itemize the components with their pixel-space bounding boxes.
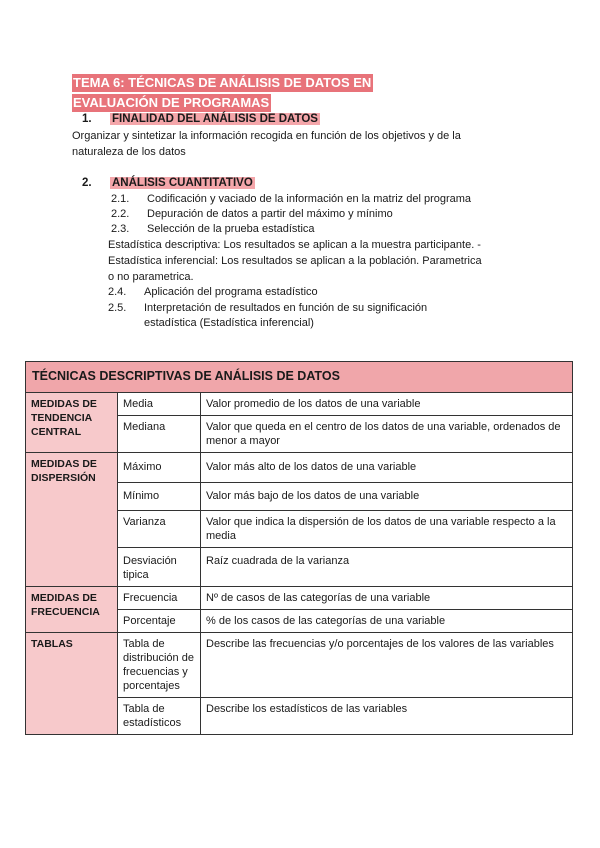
list-item-text: Codificación y vaciado de la información en la matriz del programa — [147, 193, 472, 205]
table-header-row — [26, 362, 573, 393]
section-1-heading — [82, 111, 320, 127]
table-row — [26, 633, 573, 698]
technique-cell: Mediana — [118, 416, 201, 453]
list-item-text: Aplicación del programa estadístico — [144, 286, 318, 298]
list-item-number: 2.3. — [111, 223, 130, 235]
description-cell: Describe los estadísticos de las variables — [201, 698, 573, 735]
description-cell: Describe las frecuencias y/o porcentajes de los valores de las variables — [201, 633, 573, 698]
list-item — [108, 301, 427, 316]
list-item — [111, 207, 393, 222]
technique-cell: Frecuencia — [118, 587, 201, 610]
list-item-number: 2.4. — [108, 286, 127, 298]
description-cell: Valor más alto de los datos de una variable — [201, 453, 573, 483]
table-row — [26, 453, 573, 483]
table-title: TÉCNICAS DESCRIPTIVAS DE ANÁLISIS DE DATOS — [26, 362, 573, 393]
techniques-table — [25, 361, 573, 735]
title-line-1: TEMA 6: TÉCNICAS DE ANÁLISIS DE DATOS EN — [73, 75, 372, 90]
technique-cell: Mínimo — [118, 483, 201, 511]
list-item — [111, 222, 315, 237]
list-item — [108, 285, 318, 300]
note-line-2: Estadística inferencial: Los resultados se aplican a la población. Parametrica — [108, 255, 482, 267]
list-item-number: 2.1. — [111, 193, 130, 205]
list-item-number: 2.2. — [111, 208, 130, 220]
technique-cell: Desviación tipica — [118, 548, 201, 587]
group-dispersion: MEDIDAS DE DISPERSIÓN — [26, 453, 118, 587]
table-row — [26, 587, 573, 610]
note-line-3: o no parametrica. — [108, 271, 194, 283]
technique-cell: Máximo — [118, 453, 201, 483]
group-tendencia-central: MEDIDAS DE TENDENCIA CENTRAL — [26, 393, 118, 453]
title-line-2: EVALUACIÓN DE PROGRAMAS — [73, 95, 270, 110]
section-2-title: ANÁLISIS CUANTITATIVO — [112, 177, 253, 189]
list-item — [111, 192, 471, 207]
section-1-title: FINALIDAD DEL ANÁLISIS DE DATOS — [112, 113, 318, 125]
group-frecuencia: MEDIDAS DE FRECUENCIA — [26, 587, 118, 633]
table-row — [26, 393, 573, 416]
description-cell: Valor promedio de los datos de una variable — [201, 393, 573, 416]
technique-cell: Porcentaje — [118, 610, 201, 633]
section-2-number: 2. — [82, 177, 92, 189]
section-1-text-line-1: Organizar y sintetizar la información recogida en función de los objetivos y de la — [72, 130, 461, 142]
document-title — [72, 73, 373, 113]
description-cell: Valor que indica la dispersión de los datos de una variable respecto a la media — [201, 511, 573, 548]
section-2-heading — [82, 175, 255, 191]
technique-cell: Tabla de distribución de frecuencias y porcentajes — [118, 633, 201, 698]
group-tablas: TABLAS — [26, 633, 118, 735]
list-item-text: Depuración de datos a partir del máximo y mínimo — [147, 208, 393, 220]
list-item-number: 2.5. — [108, 302, 127, 314]
section-1-text-line-2: naturaleza de los datos — [72, 146, 186, 158]
technique-cell: Media — [118, 393, 201, 416]
list-item-text: Selección de la prueba estadística — [147, 223, 315, 235]
description-cell: Valor que queda en el centro de los datos de una variable, ordenados de menor a mayor — [201, 416, 573, 453]
description-cell: % de los casos de las categorías de una variable — [201, 610, 573, 633]
list-item-text: Interpretación de resultados en función de su significación — [144, 302, 428, 314]
description-cell: Nº de casos de las categorías de una variable — [201, 587, 573, 610]
technique-cell: Tabla de estadísticos — [118, 698, 201, 735]
note-line-1: Estadística descriptiva: Los resultados se aplican a la muestra participante. - — [108, 239, 481, 251]
description-cell: Valor más bajo de los datos de una variable — [201, 483, 573, 511]
section-1-number: 1. — [82, 113, 92, 125]
technique-cell: Varianza — [118, 511, 201, 548]
list-item-continuation: estadística (Estadística inferencial) — [144, 317, 314, 329]
description-cell: Raíz cuadrada de la varianza — [201, 548, 573, 587]
